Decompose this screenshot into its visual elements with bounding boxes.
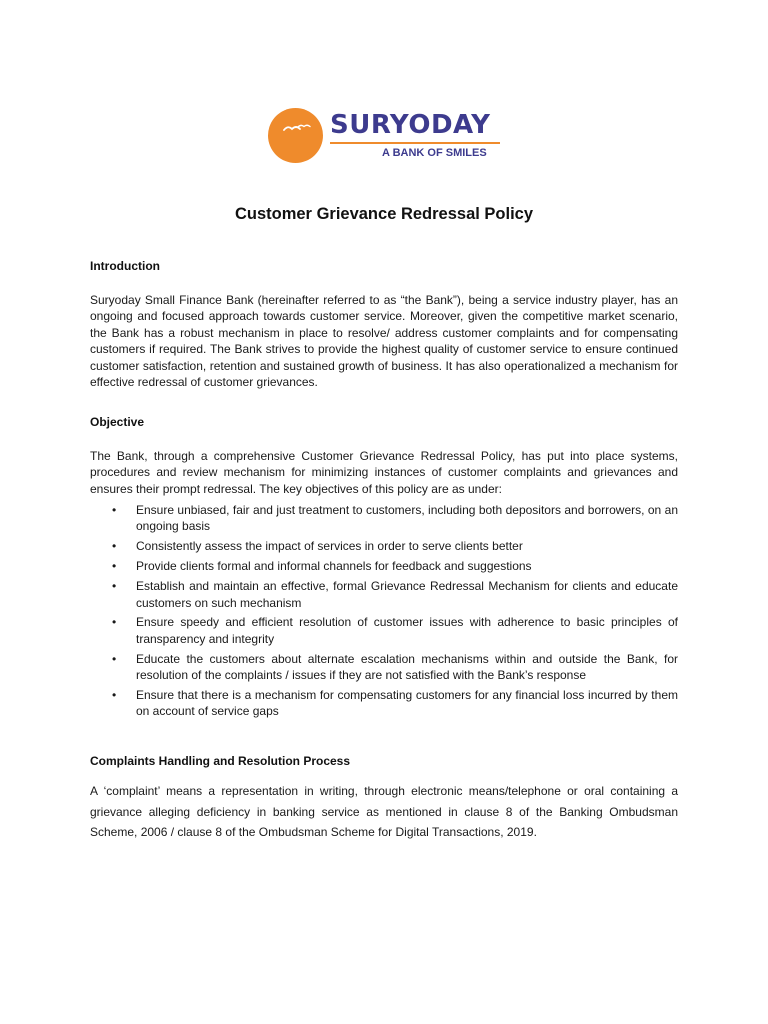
list-item xyxy=(90,578,678,611)
list-item-text: Consistently assess the impact of services in order to serve clients better xyxy=(136,539,523,554)
list-item-text: Ensure speedy and efficient resolution of customer issues with adherence to basic principles of transparency and integrity xyxy=(136,615,678,646)
brand-tagline: A BANK OF SMILES xyxy=(382,147,487,159)
list-item-text: Provide clients formal and informal channels for feedback and suggestions xyxy=(136,559,532,574)
birds-icon xyxy=(282,122,312,136)
introduction-body: Suryoday Small Finance Bank (hereinafter referred to as “the Bank”), being a service industry player, has an ongoing and focused approach towards customer service. Moreover, given the competitive market scenario, the Bank has a robust mechanism in place to resolve/ address customer complaints and for compensating customers if required. The Bank strives to provide the highest quality of customer service to ensure continued customer satisfaction, retention and sustained growth of business. It has also operationalized a mechanism for effective redressal of customer grievances. xyxy=(90,293,678,390)
list-item-text: Establish and maintain an effective, formal Grievance Redressal Mechanism for clients and educate customers on such mechanism xyxy=(136,579,678,610)
introduction-heading: Introduction xyxy=(90,259,160,273)
brand-name: SURYODAY xyxy=(330,110,491,140)
bullet-icon: • xyxy=(112,559,117,574)
sun-with-birds-icon xyxy=(268,108,323,163)
complaints-heading: Complaints Handling and Resolution Process xyxy=(90,754,351,768)
bullet-icon: • xyxy=(112,503,117,517)
bullet-icon: • xyxy=(112,539,117,554)
page-title: Customer Grievance Redressal Policy xyxy=(234,205,534,223)
list-item-text: Educate the customers about alternate escalation mechanisms within and outside the Bank, for resolution of the complaints / issues if they are not satisfied with the Bank’s response xyxy=(136,651,678,683)
list-item-text: Ensure unbiased, fair and just treatment to customers, including both depositors and borrowers, on an ongoing basis xyxy=(136,503,678,534)
list-item xyxy=(90,651,678,684)
list-item xyxy=(90,614,678,647)
complaints-body: A ‘complaint’ means a representation in writing, through electronic means/telephone or oral containing a grievance alleging deficiency in banking service as mentioned in clause 8 of the Banking Ombudsman Scheme, 2006 / clause 8 of the Ombudsman Scheme for Digital Transactions, 2019. xyxy=(90,784,678,839)
objective-body: The Bank, through a comprehensive Customer Grievance Redressal Policy, has put into place systems, procedures and review mechanism for minimizing instances of customer complaints and grievances and ensures their prompt redressal. The key objectives of this policy are as under: xyxy=(90,449,678,496)
bullet-icon: • xyxy=(112,579,117,594)
bullet-icon: • xyxy=(112,651,117,666)
suryoday-logo xyxy=(268,108,508,164)
list-item xyxy=(90,502,678,535)
list-item xyxy=(90,687,678,720)
bullet-icon: • xyxy=(112,688,117,703)
bullet-icon: • xyxy=(112,615,117,630)
objective-heading: Objective xyxy=(90,415,145,429)
objective-bullet-list xyxy=(90,502,678,723)
list-item xyxy=(90,558,678,574)
list-item xyxy=(90,538,678,554)
brand-underline xyxy=(330,142,500,144)
list-item-text: Ensure that there is a mechanism for compensating customers for any financial loss incurred by them on account of service gaps xyxy=(136,688,678,719)
